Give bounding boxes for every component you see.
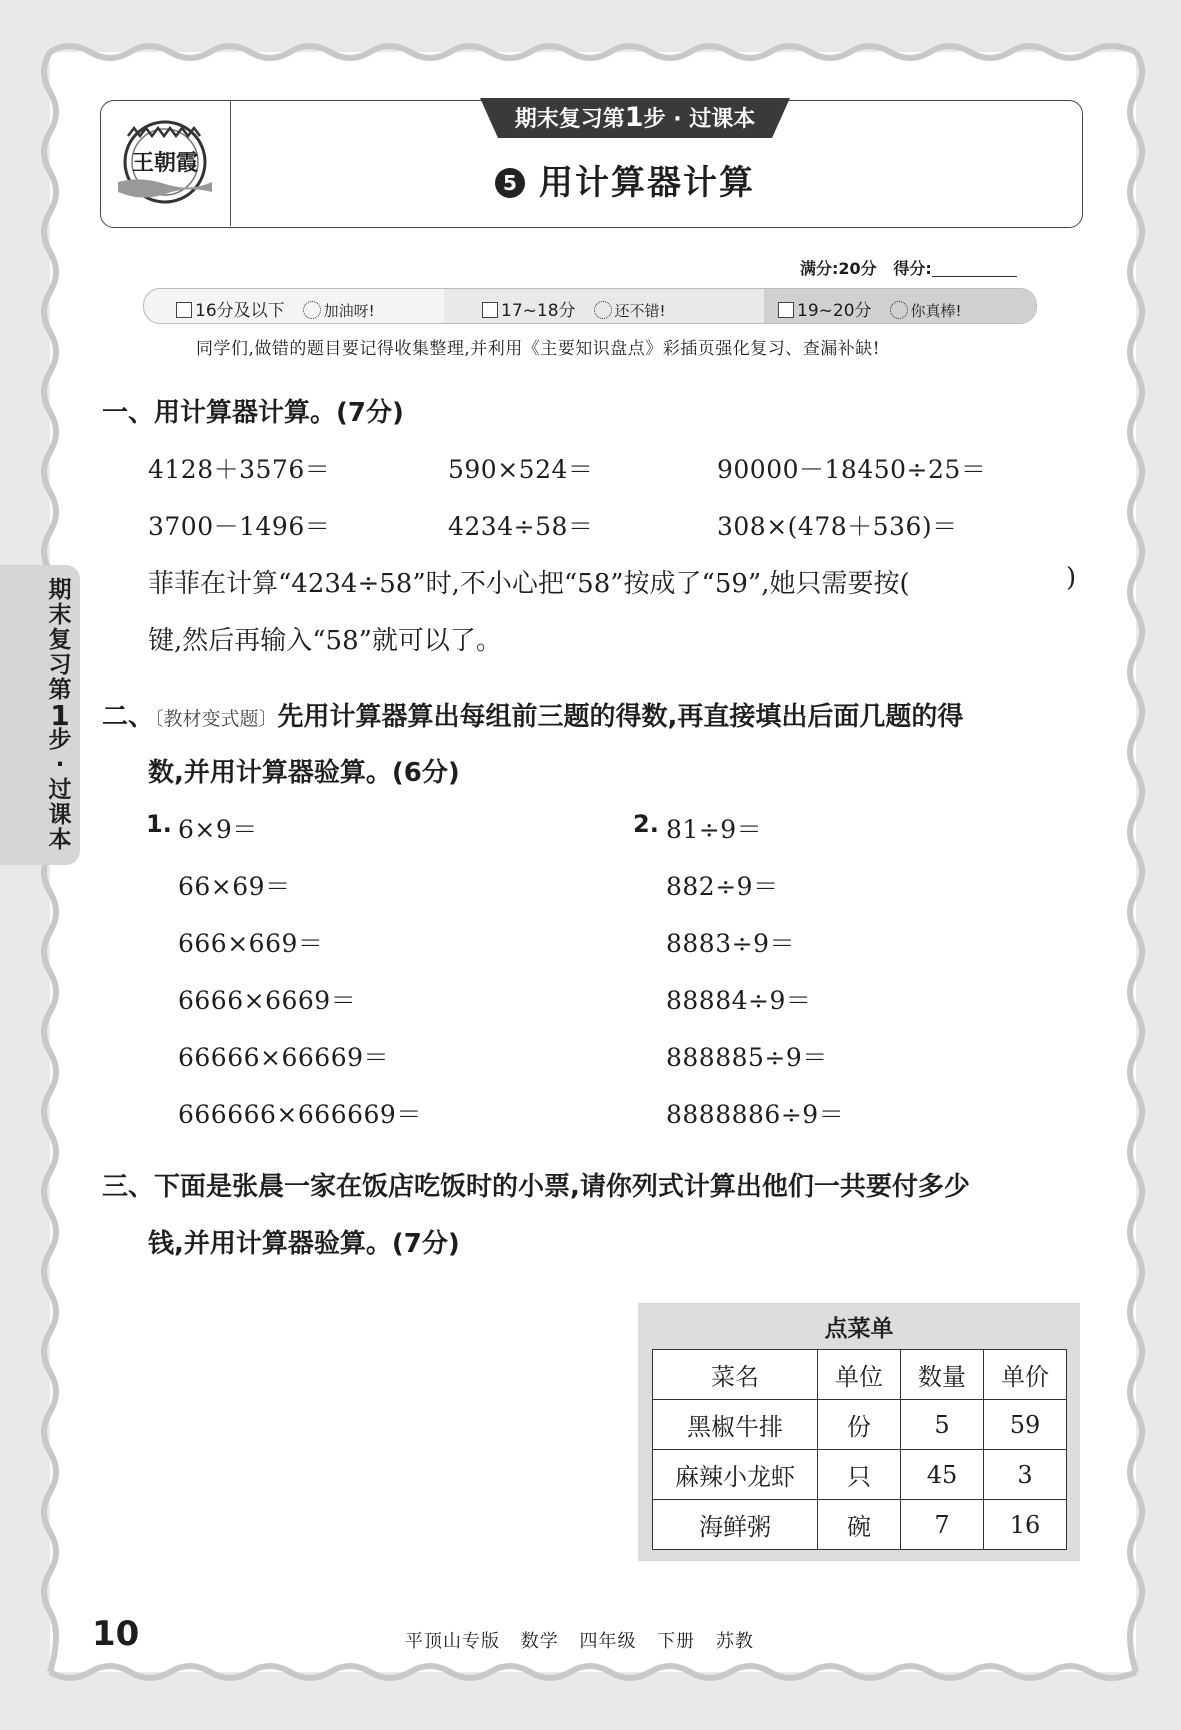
menu-table (652, 1349, 1067, 1550)
expression: 8883÷9＝ (666, 929, 795, 958)
face-icon (594, 301, 612, 319)
expression: 8888886÷9＝ (666, 1100, 845, 1129)
grade-option-3[interactable]: 19~20分 你真棒! (778, 296, 962, 321)
expression: 888885÷9＝ (666, 1043, 828, 1072)
footer-info: 平顶山专版 数学 四年级 下册 苏教 (405, 1631, 754, 1652)
svg-text:王朝霞: 王朝霞 (131, 150, 199, 176)
reminder-text: 同学们,做错的题目要记得收集整理,并利用《主要知识盘点》彩插页强化复习、查漏补缺! (196, 339, 881, 359)
group-1-label: 1. (146, 810, 172, 838)
grade-bar (143, 288, 1037, 324)
table-row (653, 1400, 1067, 1450)
expression: 4128＋3576＝ (148, 455, 331, 484)
lesson-number-badge: 5 (495, 168, 525, 198)
table-cell: 海鲜粥 (653, 1500, 818, 1550)
table-cell: 3 (984, 1450, 1067, 1500)
page-title: 5 用计算器计算 (495, 155, 755, 204)
table-cell: 7 (901, 1500, 984, 1550)
expression: 666×669＝ (178, 929, 324, 958)
expression: 3700－1496＝ (148, 512, 331, 541)
table-row (653, 1450, 1067, 1500)
section-3-title: 三、下面是张晨一家在饭店吃饭时的小票,请你列式计算出他们一共要付多少 (102, 1172, 970, 1202)
checkbox[interactable] (778, 302, 794, 318)
expression: 4234÷58＝ (448, 512, 594, 541)
menu-title: 点菜单 (824, 1316, 894, 1342)
expression: 590×524＝ (448, 455, 594, 484)
expression: 6666×6669＝ (178, 986, 357, 1015)
grade-option-1[interactable]: 16分及以下 加油呀! (176, 296, 375, 321)
score-blank[interactable] (932, 260, 1017, 277)
expression: 90000－18450÷25＝ (717, 455, 987, 484)
score-info: 满分:20分 得分: (800, 256, 1017, 279)
section-2-title: 二、〔教材变式题〕先用计算器算出每组前三题的得数,再直接填出后面几题的得 (102, 702, 964, 732)
expression: 308×(478＋536)＝ (717, 512, 958, 541)
brand-logo (100, 100, 230, 226)
table-cell: 59 (984, 1400, 1067, 1450)
section-3-title-line2: 钱,并用计算器验算。(7分) (148, 1229, 460, 1259)
expression: 882÷9＝ (666, 872, 779, 901)
expression: 88884÷9＝ (666, 986, 812, 1015)
table-cell: 45 (901, 1450, 984, 1500)
table-cell: 只 (818, 1450, 901, 1500)
column-header: 单位 (818, 1350, 901, 1400)
fill-question-line1: 菲菲在计算“4234÷58”时,不小心把“58”按成了“59”,她只需要按( (148, 569, 910, 599)
table-row (653, 1500, 1067, 1550)
expression: 81÷9＝ (666, 815, 763, 844)
table-cell: 份 (818, 1400, 901, 1450)
logo-area (100, 100, 231, 226)
fill-paren-close: ) (1066, 563, 1077, 593)
expression: 666666×666669＝ (178, 1100, 422, 1129)
face-icon (303, 301, 321, 319)
table-cell: 16 (984, 1500, 1067, 1550)
grade-option-2[interactable]: 17~18分 还不错! (482, 296, 666, 321)
expression: 66666×66669＝ (178, 1043, 390, 1072)
checkbox[interactable] (482, 302, 498, 318)
checkbox[interactable] (176, 302, 192, 318)
table-cell: 麻辣小龙虾 (653, 1450, 818, 1500)
table-cell: 黑椒牛排 (653, 1400, 818, 1450)
column-header: 数量 (901, 1350, 984, 1400)
column-header: 单价 (984, 1350, 1067, 1400)
textbook-variant-tag: 〔教材变式题〕 (154, 708, 278, 730)
expression: 66×69＝ (178, 872, 291, 901)
table-header-row (653, 1350, 1067, 1400)
fill-question-line2: 键,然后再输入“58”就可以了。 (148, 626, 502, 656)
page-number: 10 (92, 1614, 140, 1654)
expression: 6×9＝ (178, 815, 258, 844)
column-header: 菜名 (653, 1350, 818, 1400)
table-cell: 5 (901, 1400, 984, 1450)
table-cell: 碗 (818, 1500, 901, 1550)
face-icon (890, 301, 908, 319)
side-tab-label: 期 末 复 习 第 1 步 · 过 课 本 (48, 577, 72, 853)
section-1-title: 一、用计算器计算。(7分) (102, 398, 404, 428)
step-label: 期末复习第1步 · 过课本 (514, 102, 756, 133)
group-2-label: 2. (633, 810, 659, 838)
section-2-title-line2: 数,并用计算器验算。(6分) (148, 758, 460, 788)
